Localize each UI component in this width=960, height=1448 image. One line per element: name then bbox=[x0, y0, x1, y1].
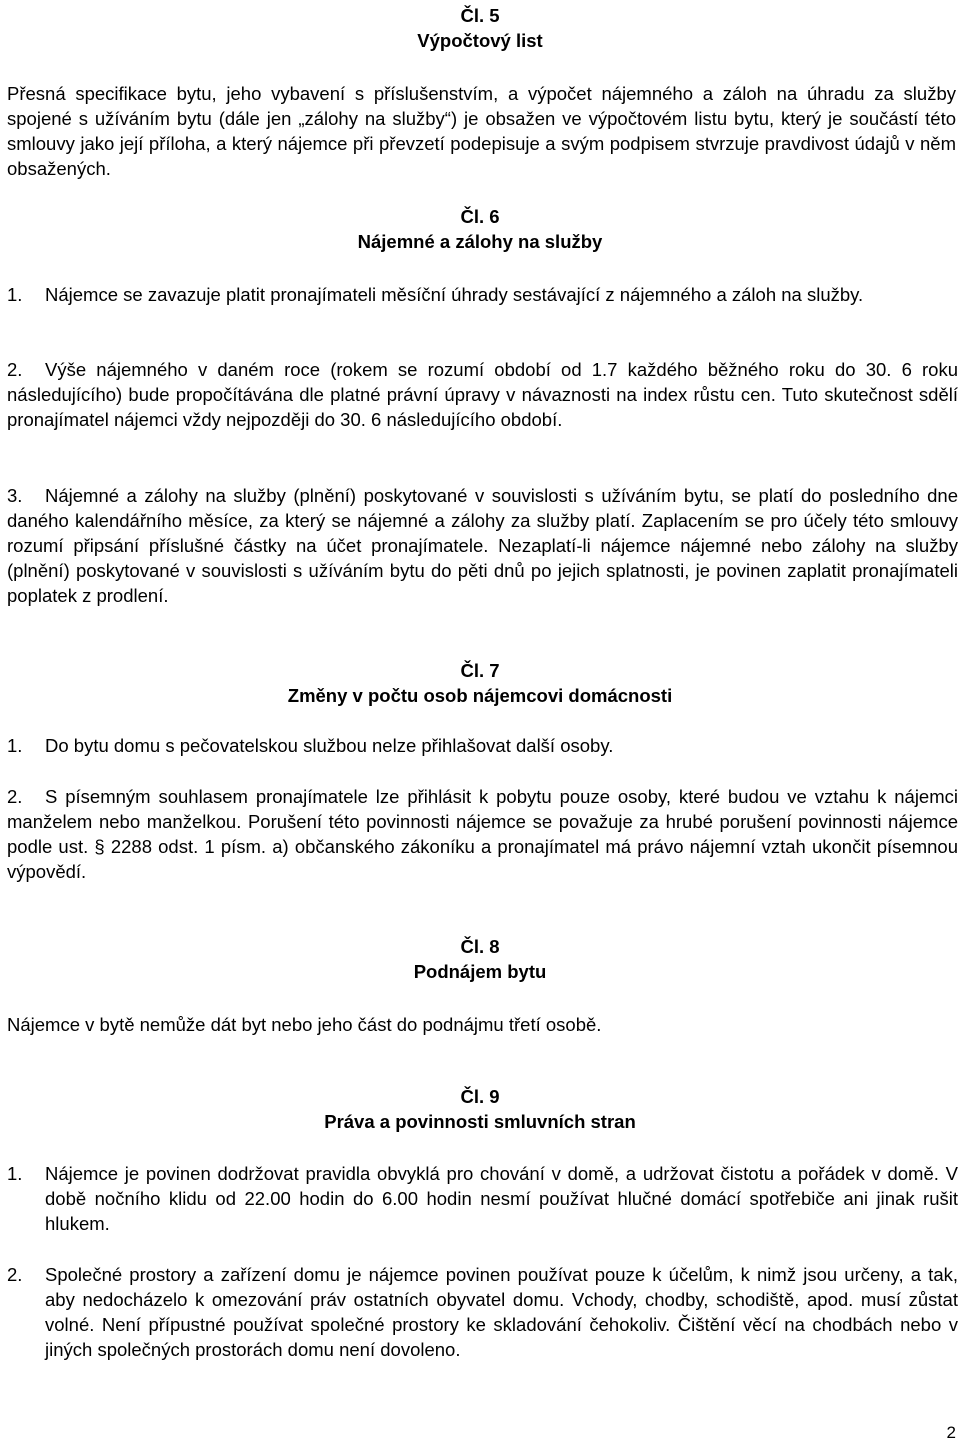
article-8-title: Podnájem bytu bbox=[413, 961, 547, 982]
article-7-number: Čl. 7 bbox=[460, 660, 500, 681]
article-7-item-2 bbox=[7, 784, 958, 884]
item-marker: 2. bbox=[7, 359, 23, 380]
article-9-number: Čl. 9 bbox=[460, 1086, 500, 1107]
article-8-heading bbox=[0, 934, 960, 984]
item-marker: 2. bbox=[7, 1264, 23, 1285]
article-5-number: Čl. 5 bbox=[460, 5, 500, 26]
article-6-item-1 bbox=[7, 282, 958, 307]
article-9-title: Práva a povinnosti smluvních stran bbox=[324, 1111, 636, 1132]
item-marker: 2. bbox=[7, 786, 23, 807]
article-6-heading bbox=[0, 204, 960, 254]
item-marker: 1. bbox=[7, 735, 23, 756]
item-text: Nájemce se zavazuje platit pronajímateli měsíční úhrady sestávající z nájemného a záloh na služby. bbox=[45, 284, 864, 305]
article-5-heading bbox=[0, 3, 960, 53]
article-6-number: Čl. 6 bbox=[460, 206, 500, 227]
article-7-item-1 bbox=[7, 733, 958, 758]
item-marker: 3. bbox=[7, 485, 23, 506]
article-6-item-3 bbox=[7, 483, 958, 608]
item-text: Nájemné a zálohy na služby (plnění) poskytované v souvislosti s užíváním bytu, se platí do posledního dne daného kalendářního měsíce, za který se nájemné a zálohy za služby platí. Zaplacením se pro účely této smlouvy rozumí připsání příslušné částky na účet pronajímatele. Nezaplatí-li nájemce nájemné nebo zálohy na služby (plnění) poskytované v souvislosti s užíváním bytu do pěti dnů po jejich splatnosti, je povinen zaplatit pronajímateli poplatek z prodlení. bbox=[7, 485, 958, 606]
article-9-item-1 bbox=[7, 1161, 958, 1236]
item-text: Společné prostory a zařízení domu je nájemce povinen používat pouze k účelům, k nimž jsou určeny, a tak, aby nedocházelo k omezování práv ostatních obyvatel domu. Vchody, chodby, schodiště, apod. musí zůstat volné. Není přípustné používat společné prostory ke skladování čehokoliv. Čištění věcí na chodbách nebo v jiných společných prostorách domu není dovoleno. bbox=[45, 1264, 958, 1360]
article-8-paragraph: Nájemce v bytě nemůže dát byt nebo jeho část do podnájmu třetí osobě. bbox=[7, 1014, 602, 1035]
article-9-heading bbox=[0, 1084, 960, 1134]
article-6-item-2 bbox=[7, 357, 958, 432]
item-marker: 1. bbox=[7, 1163, 23, 1184]
article-5-paragraph: Přesná specifikace bytu, jeho vybavení s příslušenstvím, a výpočet nájemného a záloh na úhradu za služby spojené s užíváním bytu (dále jen „zálohy na služby“) je obsažen ve výpočtovém listu bytu, který je součástí této smlouvy jako její příloha, a který nájemce při převzetí podepisuje a svým podpisem stvrzuje pravdivost údajů v něm obsažených. bbox=[7, 83, 956, 179]
article-5-title: Výpočtový list bbox=[417, 30, 543, 51]
item-text: S písemným souhlasem pronajímatele lze přihlásit k pobytu pouze osoby, které budou ve vztahu k nájemci manželem nebo manželkou. Porušení této povinnosti nájemce se považuje za hrubé porušení povinnosti nájemce podle ust. § 2288 odst. 1 písm. a) občanského zákoníku a pronajímatel má právo nájemní vztah ukončit písemnou výpovědí. bbox=[7, 786, 958, 882]
page-number: 2 bbox=[946, 1423, 956, 1442]
article-8-number: Čl. 8 bbox=[460, 936, 500, 957]
item-text: Nájemce je povinen dodržovat pravidla obvyklá pro chování v domě, a udržovat čistotu a pořádek v domě. V době nočního klidu od 22.00 hodin do 6.00 hodin nesmí používat hlučné domácí spotřebiče ani jinak rušit hlukem. bbox=[45, 1163, 958, 1234]
item-text: Výše nájemného v daném roce (rokem se rozumí období od 1.7 každého běžného roku do 30. 6 roku následujícího) bude propočítávána dle platné právní úpravy v návaznosti na index růstu cen. Tuto skutečnost sdělí pronajímatel nájemci vždy nejpozději do 30. 6 následujícího období. bbox=[7, 359, 958, 430]
item-text: Do bytu domu s pečovatelskou službou nelze přihlašovat další osoby. bbox=[45, 735, 614, 756]
article-6-title: Nájemné a zálohy na služby bbox=[357, 231, 603, 252]
article-7-heading bbox=[0, 658, 960, 708]
article-7-title: Změny v počtu osob nájemcovi domácnosti bbox=[287, 685, 673, 706]
item-marker: 1. bbox=[7, 284, 23, 305]
article-9-item-2 bbox=[7, 1262, 958, 1362]
